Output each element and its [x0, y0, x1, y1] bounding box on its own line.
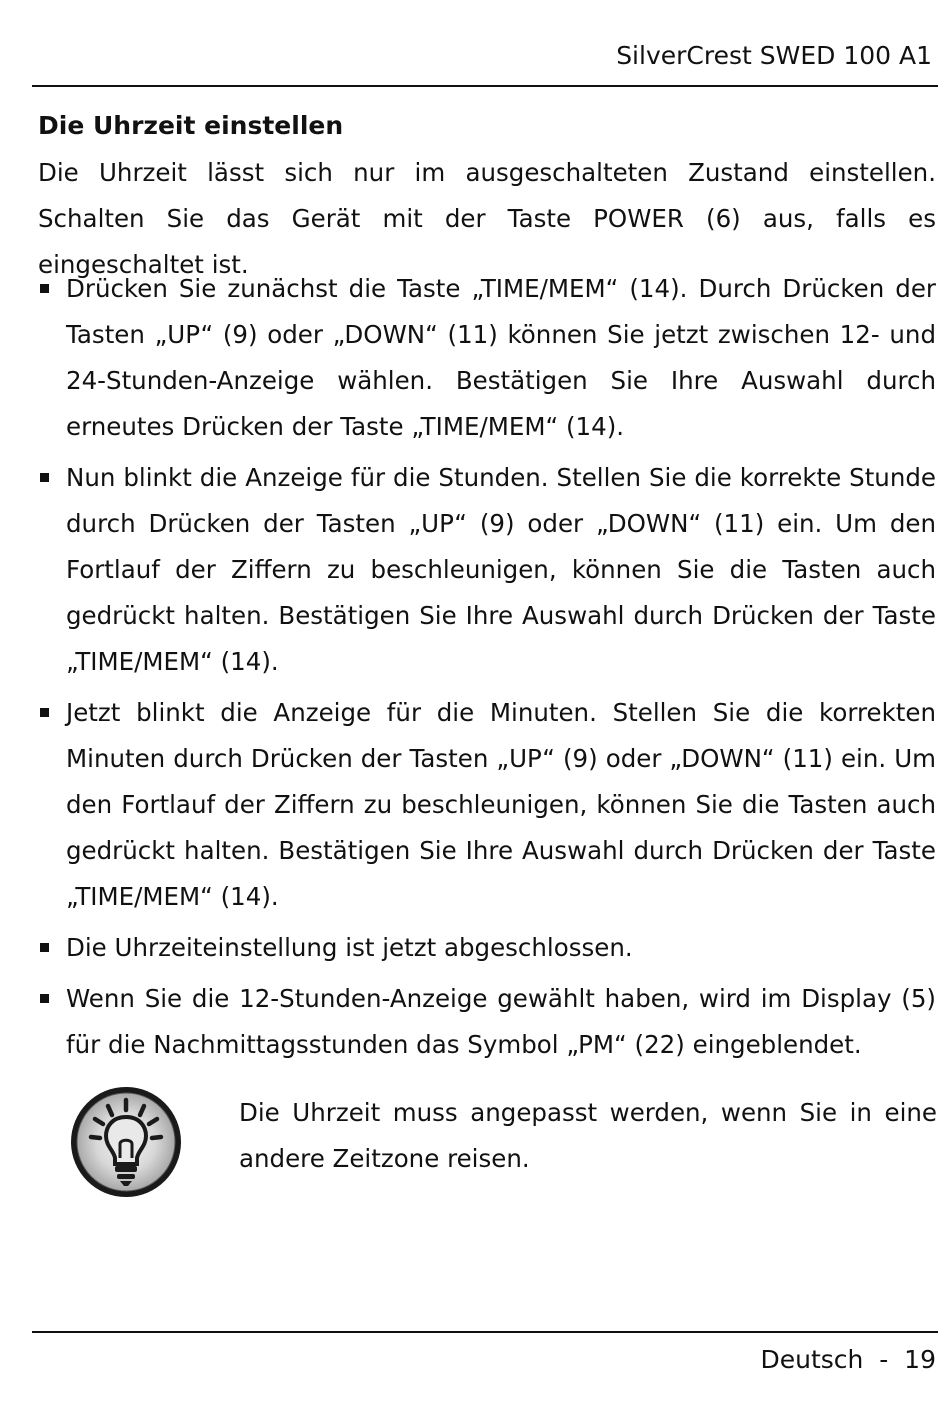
section-title: Die Uhrzeit einstellen: [38, 111, 344, 140]
list-item-text: Drücken Sie zunächst die Taste „TIME/MEM“ (14). Durch Drücken der Tasten „UP“ (9) oder „DOWN“ (11) können Sie jetzt zwischen 12- und 24-Stunden-Anzeige wählen. Bestätigen Sie Ihre Auswahl durch erneutes Drücken der Taste „TIME/MEM“ (14).: [66, 274, 936, 441]
list-item: [38, 455, 936, 685]
footer-divider: [32, 1331, 938, 1333]
bullet-icon: [40, 284, 49, 293]
tip-note: [68, 1084, 938, 1204]
intro-paragraph: Die Uhrzeit lässt sich nur im ausgeschalteten Zustand einstellen. Schalten Sie das Gerät mit der Taste POWER (6) aus, falls es eingeschaltet ist.: [38, 158, 936, 279]
list-item: [38, 925, 936, 971]
page-number: Deutsch - 19: [760, 1345, 936, 1374]
list-item: [38, 690, 936, 920]
list-item-text: Wenn Sie die 12-Stunden-Anzeige gewählt haben, wird im Display (5) für die Nachmittagsstunden das Symbol „PM“ (22) eingeblendet.: [66, 984, 936, 1059]
list-item-text: Jetzt blinkt die Anzeige für die Minuten. Stellen Sie die korrekten Minuten durch Drücken der Tasten „UP“ (9) oder „DOWN“ (11) ein. Um den Fortlauf der Ziffern zu beschleunigen, können Sie die Tasten auch gedrückt halten. Bestätigen Sie Ihre Auswahl durch Drücken der Taste „TIME/MEM“ (14).: [66, 698, 936, 911]
tip-text: Die Uhrzeit muss angepasst werden, wenn Sie in eine andere Zeitzone reisen.: [239, 1098, 937, 1173]
list-item-text: Die Uhrzeiteinstellung ist jetzt abgeschlossen.: [66, 933, 633, 962]
bullet-icon: [40, 473, 49, 482]
bullet-icon: [40, 708, 49, 717]
instruction-list: [38, 266, 936, 1073]
list-item: [38, 976, 936, 1068]
header-title: SilverCrest SWED 100 A1: [616, 41, 932, 70]
bullet-icon: [40, 943, 49, 952]
bullet-icon: [40, 994, 49, 1003]
lightbulb-icon: [68, 1084, 184, 1200]
list-item-text: Nun blinkt die Anzeige für die Stunden. Stellen Sie die korrekte Stunde durch Drücken der Tasten „UP“ (9) oder „DOWN“ (11) ein. Um den Fortlauf der Ziffern zu beschleunigen, können Sie die Tasten auch gedrückt halten. Bestätigen Sie Ihre Auswahl durch Drücken der Taste „TIME/MEM“ (14).: [66, 463, 936, 676]
list-item: [38, 266, 936, 450]
header-divider: [32, 85, 938, 87]
